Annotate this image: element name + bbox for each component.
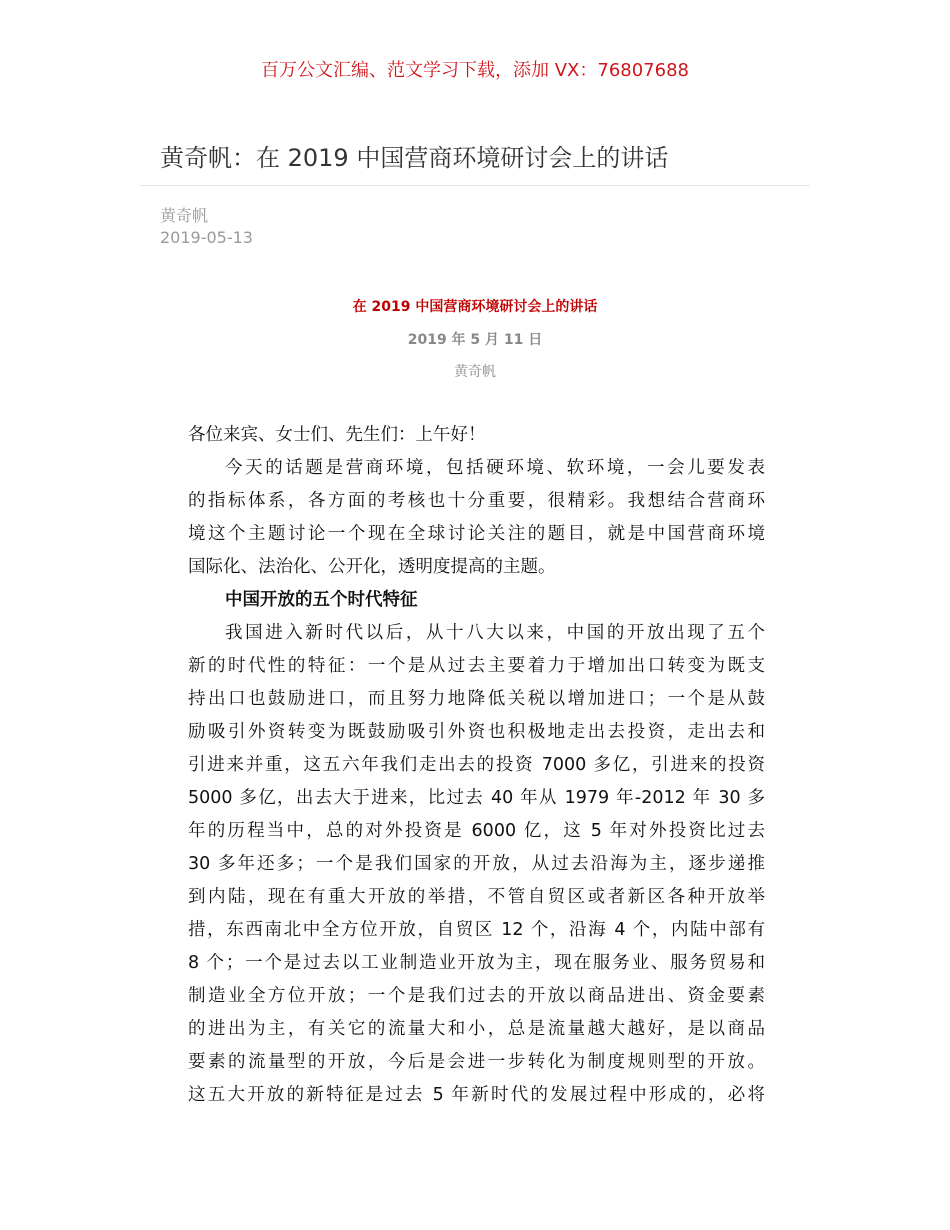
article-date: 2019-05-13	[160, 228, 253, 247]
body-line: 国际化、法治化、公开化，透明度提高的主题。	[188, 557, 556, 577]
speech-speaker: 黄奇帆	[454, 364, 496, 380]
body-line: 新的时代性的特征：一个是从过去主要着力于增加出口转变为既支	[188, 656, 765, 676]
body-line: 今天的话题是营商环境，包括硬环境、软环境，一会儿要发表	[225, 458, 765, 478]
greeting-line: 各位来宾、女士们、先生们：上午好！	[188, 425, 486, 445]
promo-banner: 百万公文汇编、范文学习下载，添加 VX：76807688	[261, 60, 689, 81]
body-line: 到内陆，现在有重大开放的举措，不管自贸区或者新区各种开放举	[188, 887, 765, 907]
body-line: 的指标体系，各方面的考核也十分重要，很精彩。我想结合营商环	[188, 491, 765, 511]
body-line: 年的历程当中，总的对外投资是 6000 亿，这 5 年对外投资比过去	[188, 821, 765, 841]
body-line: 引进来并重，这五六年我们走出去的投资 7000 多亿，引进来的投资	[188, 755, 765, 775]
speech-body	[188, 421, 765, 1114]
body-line: 的进出为主，有关它的流量大和小，总是流量越大越好，是以商品	[188, 1019, 765, 1039]
body-line: 5000 多亿，出去大于进来，比过去 40 年从 1979 年-2012 年 30 多	[188, 788, 765, 808]
speech-title: 在 2019 中国营商环境研讨会上的讲话	[352, 299, 598, 315]
speech-date: 2019 年 5 月 11 日	[407, 332, 543, 348]
body-line: 8 个；一个是过去以工业制造业开放为主，现在服务业、服务贸易和	[188, 953, 765, 973]
body-line: 制造业全方位开放；一个是我们过去的开放以商品进出、资金要素	[188, 986, 765, 1006]
title-divider	[140, 185, 810, 186]
section-heading: 中国开放的五个时代特征	[225, 590, 418, 610]
article-title: 黄奇帆：在 2019 中国营商环境研讨会上的讲话	[160, 144, 669, 172]
article-author: 黄奇帆	[160, 206, 209, 225]
body-line: 励吸引外资转变为既鼓励吸引外资也积极地走出去投资，走出去和	[188, 722, 765, 742]
body-line: 境这个主题讨论一个现在全球讨论关注的题目，就是中国营商环境	[188, 524, 765, 544]
body-line: 这五大开放的新特征是过去 5 年新时代的发展过程中形成的，必将	[188, 1085, 765, 1105]
body-line: 30 多年还多；一个是我们国家的开放，从过去沿海为主，逐步递推	[188, 854, 765, 874]
body-line: 要素的流量型的开放，今后是会进一步转化为制度规则型的开放。	[188, 1052, 765, 1072]
body-line: 措，东西南北中全方位开放，自贸区 12 个，沿海 4 个，内陆中部有	[188, 920, 765, 940]
body-line: 我国进入新时代以后，从十八大以来，中国的开放出现了五个	[225, 623, 765, 643]
body-line: 持出口也鼓励进口，而且努力地降低关税以增加进口；一个是从鼓	[188, 689, 765, 709]
